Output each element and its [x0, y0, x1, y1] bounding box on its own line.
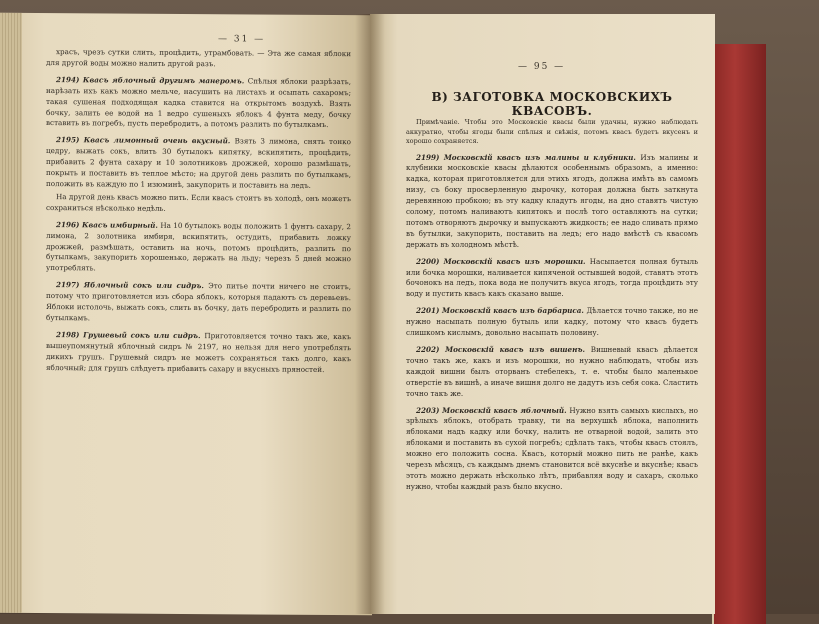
paragraph: [46, 330, 351, 376]
paragraph: [46, 135, 351, 192]
paragraph: [406, 406, 698, 493]
paragraph: [406, 153, 698, 251]
recipe-number: 2200) Московскій квасъ изъ морошки.: [416, 256, 590, 266]
recipe-number: 2195) Квасъ лимонный очень вкусный.: [56, 135, 235, 146]
paragraph: [46, 75, 351, 132]
left-page-text: [46, 47, 351, 378]
paragraph-text: Взять 3 лимона, снять тонко цедру, выжать сокъ, влить 30 бутылокъ кипятку, вскипятить, процѣдить, прибавить 2 фунта сахару и 10 золотниковъ дрожжей, хорошо размѣшать, покрыть и поставить въ теплое мѣсто; на другой день разлить по бутылкамъ, положить въ каждую по 1 изюминѣ, закупорить и поставить на ледъ.: [46, 136, 351, 190]
paragraph-text: Дѣлается точно также, но не нужно насыпать полную бутыль или кадку, потому что квасъ будетъ слишкомъ кислымъ, довольно насыпать половину.: [406, 306, 698, 338]
recipe-number: 2196) Квасъ имбирный.: [56, 219, 161, 230]
paragraph-text: Спѣлыя яблоки разрѣзать, нарѣзать ихъ какъ можно мельче, насушить на листахъ и осыпать сахаромъ; такая сушеная подходящая кадка ставится на открытомъ воздухѣ. Взять бочку, залить ее водой на 1 ведро сушеныхъ яблокъ 4 фунта меду, бочку вставить въ погребъ, пусть перебродитъ, а потомъ разлить по бутылкамъ.: [46, 76, 351, 130]
paragraph: [46, 220, 351, 277]
paragraph-text: храсъ, чрезъ сутки слить, процѣдить, утрамбовать. — Эта же самая яблоки для другой воды можно налить другой разъ.: [46, 47, 351, 69]
paragraph-text: Приготовляется точно такъ же, какъ вышеупомянутый яблочный сидръ № 2197, но нельзя для него употреблять дикихъ грушъ. Грушевый сидръ не можетъ сохраняться такъ долго, какъ яблочный; для грушъ слѣдуетъ прибавить сахару и вкусныхъ пряностей.: [46, 330, 352, 374]
right-page-number: — 95 —: [518, 62, 566, 72]
right-page-text: [406, 118, 698, 495]
recipe-number: 2202) Московскій квасъ изъ вишенъ.: [416, 345, 591, 354]
paragraph-text: Изъ малины и клубники московскіе квасы дѣлаются особеннымъ образомъ, а именно: кадка, которая приготовляется для этихъ ягодъ, должна имѣть въ самомъ низу, съ боку просверленную дырочку, которая должна быть заткнута деревянною пробкою; въ эту кадку кладутъ ягоды, на дно ставятъ чистую солому, потомъ наливаютъ кипятокъ и послѣ того оставляютъ на сутки; потомъ отворяютъ дырочку и выпускаютъ жидкость; ее надо сливать прямо въ бутылки, закупорить, поставить на ледъ; его надо вмѣстѣ съ квасомъ держать въ холодномъ мѣстѣ.: [406, 152, 698, 249]
paragraph: [46, 47, 351, 71]
recipe-number: 2198) Грушевый сокъ или сидръ.: [56, 329, 205, 340]
paragraph: [406, 306, 698, 339]
recipe-number: 2201) Московскій квасъ изъ барбариса.: [416, 306, 587, 316]
left-page-number: — 31 —: [218, 34, 266, 45]
paragraph-text: Нужно взять самыхъ кислыхъ, но зрѣлыхъ яблокъ, отобрать травку, ти на верхушкѣ яблока, наполнить яблоками надъ кадку или бочку, налить не отварной водой, залить это яблоками и поставить въ сухой погребъ; сдѣлать такъ, чтобы квасъ стоялъ, можно его положить сосна. Квасъ, который можно пить не ранѣе, какъ черезъ мѣсяцъ, съ каждымъ днемъ становится всё вкуснѣе и вкуснѣе; квасъ этотъ можно держать нѣсколько лѣтъ, прибавляя воду и сахаръ, сколько нужно, чтобы каждый разъ было вкусно.: [406, 405, 698, 491]
recipe-number: 2203) Московскій квасъ яблочный.: [416, 405, 570, 415]
right-page: [370, 14, 715, 614]
book-gutter: [355, 14, 385, 614]
paragraph: [406, 257, 698, 301]
section-heading: В) ЗАГОТОВКА МОСКОВСКИХЪ КВАСОВЪ.: [431, 90, 673, 118]
paragraph: [406, 118, 698, 147]
paragraph-text: На другой день квасъ можно пить. Если квасъ стоитъ въ холодѣ, онъ можетъ сохраниться нѣсколько недѣль.: [46, 191, 351, 213]
paragraph-text: Примѣчаніе. Чтобы это Московскіе квасы были удачны, нужно наблюдать аккуратно, чтобы ягоды были спѣлыя и свѣжія, потомъ квасъ будетъ вкусенъ и хорошо сохраняется.: [406, 118, 698, 145]
paragraph: [406, 345, 698, 400]
paragraph-text: Насыпается полная бутыль или бочка морошки, наливается кипяченой остывшей водой, ставятъ этотъ бочонокъ на ледъ, пока вода не получитъ вкуса ягодъ, тогда процѣдить эту воду и пустить квасъ какъ сказано выше.: [406, 256, 698, 299]
recipe-number: 2199) Московскій квасъ изъ малины и клубники.: [416, 152, 641, 162]
book-spread: [0, 14, 800, 614]
book-cover: [712, 44, 766, 624]
paragraph-text: На 10 бутылокъ воды положить 1 фунтъ сахару, 2 лимона, 2 золотника имбиря, вскипятить, остудить, прибавить ложку дрожжей, размѣшать, оставить на ночь, потомъ процѣдить, разлить по бутылкамъ, закупорить хорошенько, держать на льду; черезъ 5 дней можно употреблять.: [46, 220, 351, 273]
recipe-number: 2194) Квасъ яблочный другимъ манеромъ.: [56, 74, 248, 86]
paragraph-text: Это питье почти ничего не стоитъ, потому что приготовляется изъ сбора яблокъ, которыя падаютъ съ деревьевъ. Яблоки истолочь, выжать сокъ, слить въ бочку, дать перебродить и разлить по бутылкамъ.: [46, 281, 352, 323]
paragraph: [46, 280, 351, 326]
paragraph: [46, 192, 351, 216]
page-edges: [0, 13, 22, 613]
left-page: [0, 13, 372, 616]
recipe-number: 2197) Яблочный сокъ или сидръ.: [56, 280, 209, 291]
paragraph-text: Вишневый квасъ дѣлается точно такъ же, какъ и изъ морошки, но нужно наблюдать, чтобы изъ каждой вишни былъ оторванъ стебелекъ, т. е. чтобы было маленькое отверстіе въ вишнѣ, а иначе вишня долго не дадутъ изъ себя сока. Сластить точно такъ же.: [406, 345, 699, 398]
